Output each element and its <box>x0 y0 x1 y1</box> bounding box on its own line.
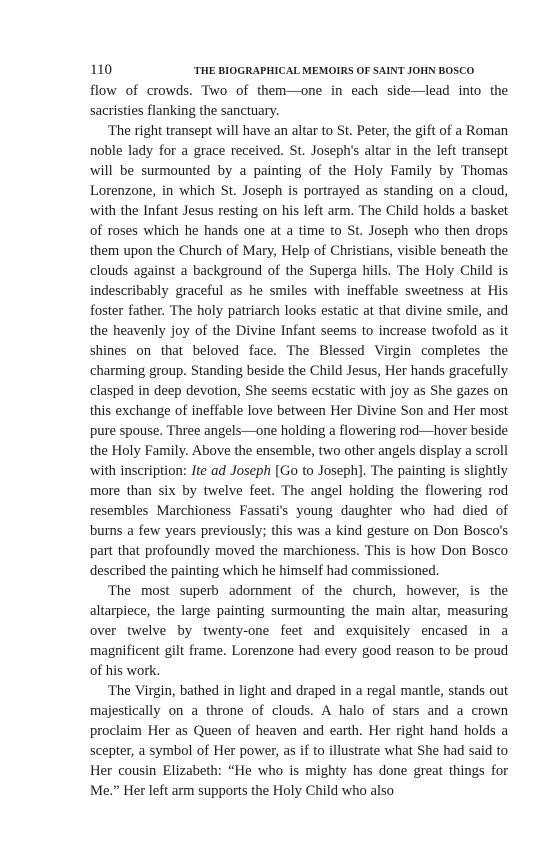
paragraph: flow of crowds. Two of them—one in each side—lead into the sacristies flanking the sanctuary. <box>90 83 508 119</box>
running-title: THE BIOGRAPHICAL MEMOIRS OF SAINT JOHN BOSCO <box>194 66 475 77</box>
paragraph <box>90 121 508 581</box>
running-header <box>90 60 508 80</box>
page-number: 110 <box>90 62 112 78</box>
paragraph-text: [Go to Joseph]. The painting is slightly more than six by twelve feet. The angel holding the flowering rod resembles Marchioness Fassati's young daughter who had died of burns a few years previously; this was a kind gesture on Don Bosco's part that profoundly moved the marchioness. This is how Don Bosco described the painting which he himself had commissioned. <box>90 463 508 579</box>
book-page <box>90 60 508 801</box>
paragraph-text: The right transept will have an altar to St. Peter, the gift of a Roman noble lady for a grace received. St. Joseph's altar in the left transept will be surmounted by a painting of the Holy Family by Thomas Lorenzone, in which St. Joseph is portrayed as standing on a cloud, with the Infant Jesus resting on his left arm. The Child holds a basket of roses which he hands one at a time to St. Joseph who then drops them upon the Church of Mary, Help of Christians, visible beneath the clouds against a background of the Superga hills. The Holy Child is indescribably graceful as he smiles with ineffable sweetness at His foster father. The holy patriarch looks estatic at that divine smile, and the heavenly joy of the Divine Infant seems to increase twofold as it shines on that beloved face. The Blessed Virgin completes the charming group. Standing beside the Child Jesus, Her hands gracefully clasped in deep devotion, She seems ecstatic with joy as She gazes on this exchange of ineffable love between Her Divine Son and Her most pure spouse. Three angels—one holding a flowering rod—hover beside the Holy Family. Above the ensemble, two other angels display a scroll with inscription: <box>90 123 508 479</box>
paragraph: The most superb adornment of the church, however, is the altarpiece, the large painting surmounting the main altar, measuring over twelve by twenty-one feet and exquisitely encased in a magnificent gilt frame. Lorenzone had every good reason to be proud of his work. <box>90 583 508 679</box>
italic-inscription: Ite ad Joseph <box>191 463 271 479</box>
body-text <box>90 81 508 801</box>
paragraph: The Virgin, bathed in light and draped in a regal mantle, stands out majestically on a throne of clouds. A halo of stars and a crown proclaim Her as Queen of heaven and earth. Her right hand holds a scepter, a symbol of Her power, as if to illustrate what She had said to Her cousin Elizabeth: “He who is mighty has done great things for Me.” Her left arm supports the Holy Child who also <box>90 683 508 799</box>
